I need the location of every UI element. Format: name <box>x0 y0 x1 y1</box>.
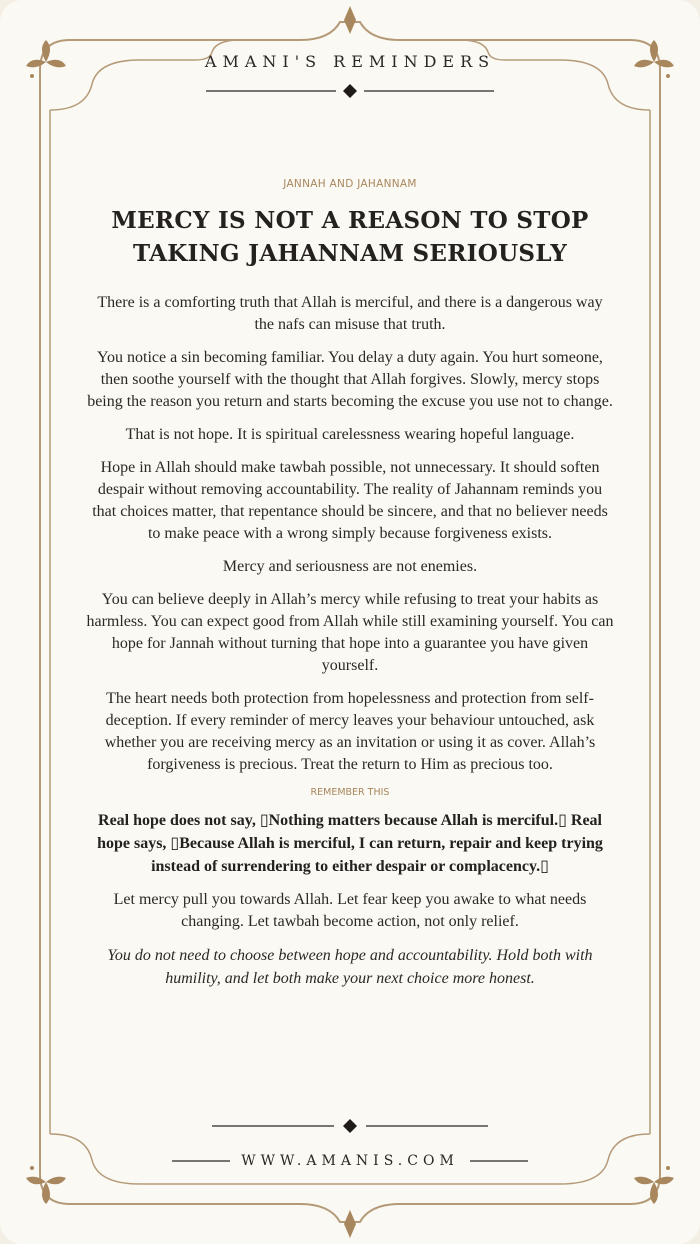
brand-title: AMANI'S REMINDERS <box>204 52 496 71</box>
paragraph: You notice a sin becoming familiar. You delay a duty again. You hurt someone, then soothe yourself with the thought that Allah forgives. Slowly, mercy stops being the reason you return and starts becoming the excuse you use not to change. <box>87 349 613 410</box>
paragraph: Mercy and seriousness are not enemies. <box>222 558 478 575</box>
highlight-quote: Real hope does not say, ▯Nothing matters because Allah is merciful.▯ Real hope says, ▯Because Allah is merciful, I can return, repair and keep trying instead of surrendering to either despair or complacency.▯ <box>97 812 603 875</box>
paragraph: Hope in Allah should make tawbah possible, not unnecessary. It should soften despair without removing accountability. The reality of Jahannam reminds you that choices matter, that repentance should be sincere, and that no believer needs to make peace with a wrong simply because forgiveness exists. <box>92 459 608 542</box>
closing-note: You do not need to choose between hope and accountability. Hold both with humility, and let both make your next choice more honest. <box>107 947 593 987</box>
remember-label: REMEMBER THIS <box>310 787 390 798</box>
paragraph: That is not hope. It is spiritual carelessness wearing hopeful language. <box>125 426 575 443</box>
article-body <box>86 178 614 990</box>
category-label: JANNAH AND JAHANNAM <box>283 178 417 190</box>
website-link[interactable]: WWW.AMANIS.COM <box>241 1153 459 1169</box>
paragraph: The heart needs both protection from hopelessness and protection from self-deception. If every reminder of mercy leaves your behaviour untouched, ask whether you are receiving mercy as an invitation or using it as cover. Allah’s forgiveness is precious. Treat the return to Him as precious too. <box>104 690 596 773</box>
paragraph: There is a comforting truth that Allah is merciful, and there is a dangerous way the nafs can misuse that truth. <box>97 294 603 333</box>
article-title: MERCY IS NOT A REASON TO STOP TAKING JAHANNAM SERIOUSLY <box>111 207 589 267</box>
paragraph: Let mercy pull you towards Allah. Let fear keep you awake to what needs changing. Let tawbah become action, not only relief. <box>113 891 587 930</box>
paragraph: You can believe deeply in Allah’s mercy while refusing to treat your habits as harmless. You can expect good from Allah while still examining yourself. You can hope for Jannah without turning that hope into a guarantee you have given yourself. <box>86 591 614 674</box>
